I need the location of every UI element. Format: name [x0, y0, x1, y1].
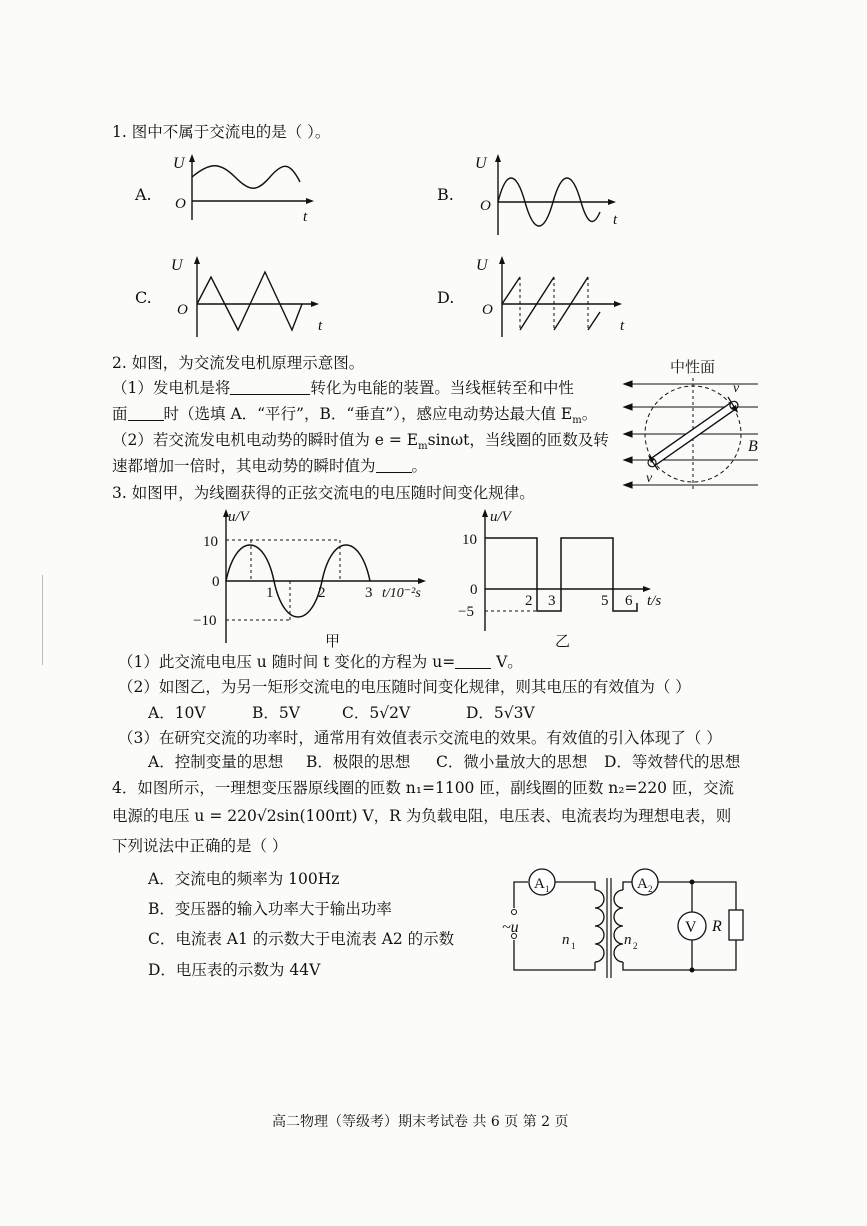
q2-stem: 2. 如图，为交流发电机原理示意图。: [112, 354, 365, 372]
q1-c-axis-t: t: [318, 318, 323, 334]
q3-yi-xtick-3: 3: [548, 593, 556, 609]
resistor-label: R: [712, 918, 722, 935]
q3-jia-caption: 甲: [325, 634, 341, 650]
q3-stem: 3. 如图甲，为线圈获得的正弦交流电的电压随时间变化规律。: [112, 484, 535, 502]
q3-yi-caption: 乙: [555, 634, 571, 650]
q1-graph-a: [165, 150, 325, 225]
ammeter-a2-label: A: [637, 876, 648, 892]
svg-text:1: 1: [571, 941, 576, 951]
q3-part2-option-b[interactable]: B．5V: [252, 704, 300, 722]
n1-label: n: [562, 932, 570, 948]
q4-option-c[interactable]: C．电流表 A1 的示数大于电流表 A2 的示数: [148, 930, 455, 948]
scan-artifact-line: [42, 575, 43, 665]
q3-part3-option-d[interactable]: D．等效替代的思想: [604, 753, 741, 771]
q1-option-c-label: C.: [135, 288, 152, 307]
field-b-label: B: [748, 438, 758, 455]
q1-option-a-label: A.: [135, 185, 152, 204]
ammeter-a1-label: A: [534, 876, 545, 892]
svg-text:2: 2: [633, 941, 638, 951]
q1-b-axis-t: t: [613, 212, 618, 228]
source-label: ~u: [502, 919, 519, 936]
q3-jia-xtick-2: 2: [318, 585, 326, 601]
svg-text:1: 1: [545, 884, 550, 894]
velocity-top-label: v: [733, 381, 740, 396]
q2-part2-line2: 速都增加一倍时，其电动势的瞬时值为 。: [112, 457, 428, 475]
q1-option-b-label: B.: [437, 185, 454, 204]
q3-yi-xtick-6: 6: [625, 593, 633, 609]
q1-d-axis-t: t: [620, 318, 625, 334]
q3-part3-option-b[interactable]: B．极限的思想: [306, 753, 411, 771]
q3-jia-ylabel: u/V: [228, 509, 249, 525]
q1-d-origin: O: [482, 302, 493, 318]
q3-jia-xlabel: t/10⁻²s: [382, 586, 421, 601]
q3-jia-ytick-neg10: −10: [193, 613, 217, 629]
generator-diagram: [618, 352, 768, 500]
q3-part1: （1）此交流电电压 u 随时间 t 变化的方程为 u= V。: [118, 653, 523, 671]
q4-option-b[interactable]: B．变压器的输入功率大于输出功率: [148, 900, 392, 918]
q3-yi-ylabel: u/V: [490, 509, 511, 525]
q1-c-axis-u: U: [171, 257, 183, 274]
q1-a-axis-t: t: [303, 209, 308, 225]
transformer-circuit: [500, 860, 760, 985]
q2-part2-line1: （2）若交流发电机电动势的瞬时值为 $e = E_m\sin\omega t$，当线圈的匝数及转: [112, 431, 609, 453]
q3-part2-option-d[interactable]: D．5√3V: [466, 704, 535, 722]
q4-stem-line3: 下列说法中正确的是（ ）: [112, 837, 288, 855]
q2-blank-2[interactable]: [128, 406, 164, 421]
q3-part2: （2）如图乙，为另一矩形交流电的电压随时间变化规律，则其电压的有效值为（ ）: [118, 678, 691, 696]
q3-jia-ytick-0: 0: [212, 574, 220, 590]
q4-option-d[interactable]: D．电压表的示数为 44V: [148, 961, 321, 979]
q2-blank-3[interactable]: [376, 458, 412, 473]
q3-jia-ytick-10: 10: [203, 534, 218, 550]
q3-square-graph: [455, 503, 685, 653]
q3-yi-xtick-2: 2: [525, 593, 533, 609]
q3-part2-option-c[interactable]: C．5√2V: [342, 704, 411, 722]
neutral-plane-label: 中性面: [670, 360, 716, 376]
q3-yi-ytick-0: 0: [470, 582, 478, 598]
q1-b-axis-u: U: [475, 155, 487, 172]
n2-label: n: [624, 932, 632, 948]
q1-a-axis-u: U: [173, 155, 185, 172]
page-footer: 高二物理（等级考）期末考试卷 共 6 页 第 2 页: [272, 1114, 569, 1130]
q4-stem-line1: 4．如图所示，一理想变压器原线圈的匝数 n₁=1100 匝，副线圈的匝数 n₂=220 匝，交流: [112, 779, 734, 797]
q1-graph-c: [165, 252, 340, 342]
q3-jia-xtick-1: 1: [266, 585, 274, 601]
q1-graph-b: [470, 150, 630, 240]
q4-option-a[interactable]: A．交流电的频率为 100Hz: [148, 870, 340, 888]
q1-b-origin: O: [480, 198, 491, 214]
q3-yi-ytick-neg5: −5: [458, 604, 474, 620]
q3-blank-1[interactable]: [455, 654, 491, 669]
q1-stem: 1. 图中不属于交流电的是（ ）。: [112, 123, 331, 141]
q2-part1-line1: （1）发电机是将 转化为电能的装置。当线框转至和中性: [112, 379, 574, 397]
load-resistor: [729, 910, 743, 940]
q1-d-axis-u: U: [476, 257, 488, 274]
q1-a-origin: O: [175, 196, 186, 212]
q3-yi-xtick-5: 5: [601, 593, 609, 609]
q3-part3-option-c[interactable]: C．微小量放大的思想: [436, 753, 588, 771]
velocity-bottom-label: v: [646, 471, 653, 486]
q1-graph-d: [470, 252, 640, 342]
q3-part3: （3）在研究交流的功率时，通常用有效值表示交流电的效果。有效值的引入体现了（ ）: [118, 729, 722, 747]
q3-part3-option-a[interactable]: A．控制变量的思想: [148, 753, 284, 771]
q2-blank-1[interactable]: [230, 380, 310, 395]
q4-stem-line2: 电源的电压 u = 220√2sin(100πt) V，R 为负载电阻，电压表、电流表均为理想电表，则: [112, 807, 732, 825]
q3-part2-option-a[interactable]: A．10V: [148, 704, 206, 722]
q1-c-origin: O: [177, 302, 188, 318]
q3-yi-xlabel: t/s: [647, 593, 662, 609]
q3-jia-xtick-3: 3: [365, 585, 373, 601]
q1-option-d-label: D.: [437, 288, 455, 307]
q3-yi-ytick-10: 10: [462, 532, 477, 548]
q2-part1-line2: 面 时（选填 A．“平行”，B．“垂直”），感应电动势达最大值 $E_m$。: [112, 405, 598, 427]
voltmeter-label: V: [685, 919, 697, 936]
q3-sine-graph: [190, 503, 460, 653]
svg-text:2: 2: [648, 884, 653, 894]
